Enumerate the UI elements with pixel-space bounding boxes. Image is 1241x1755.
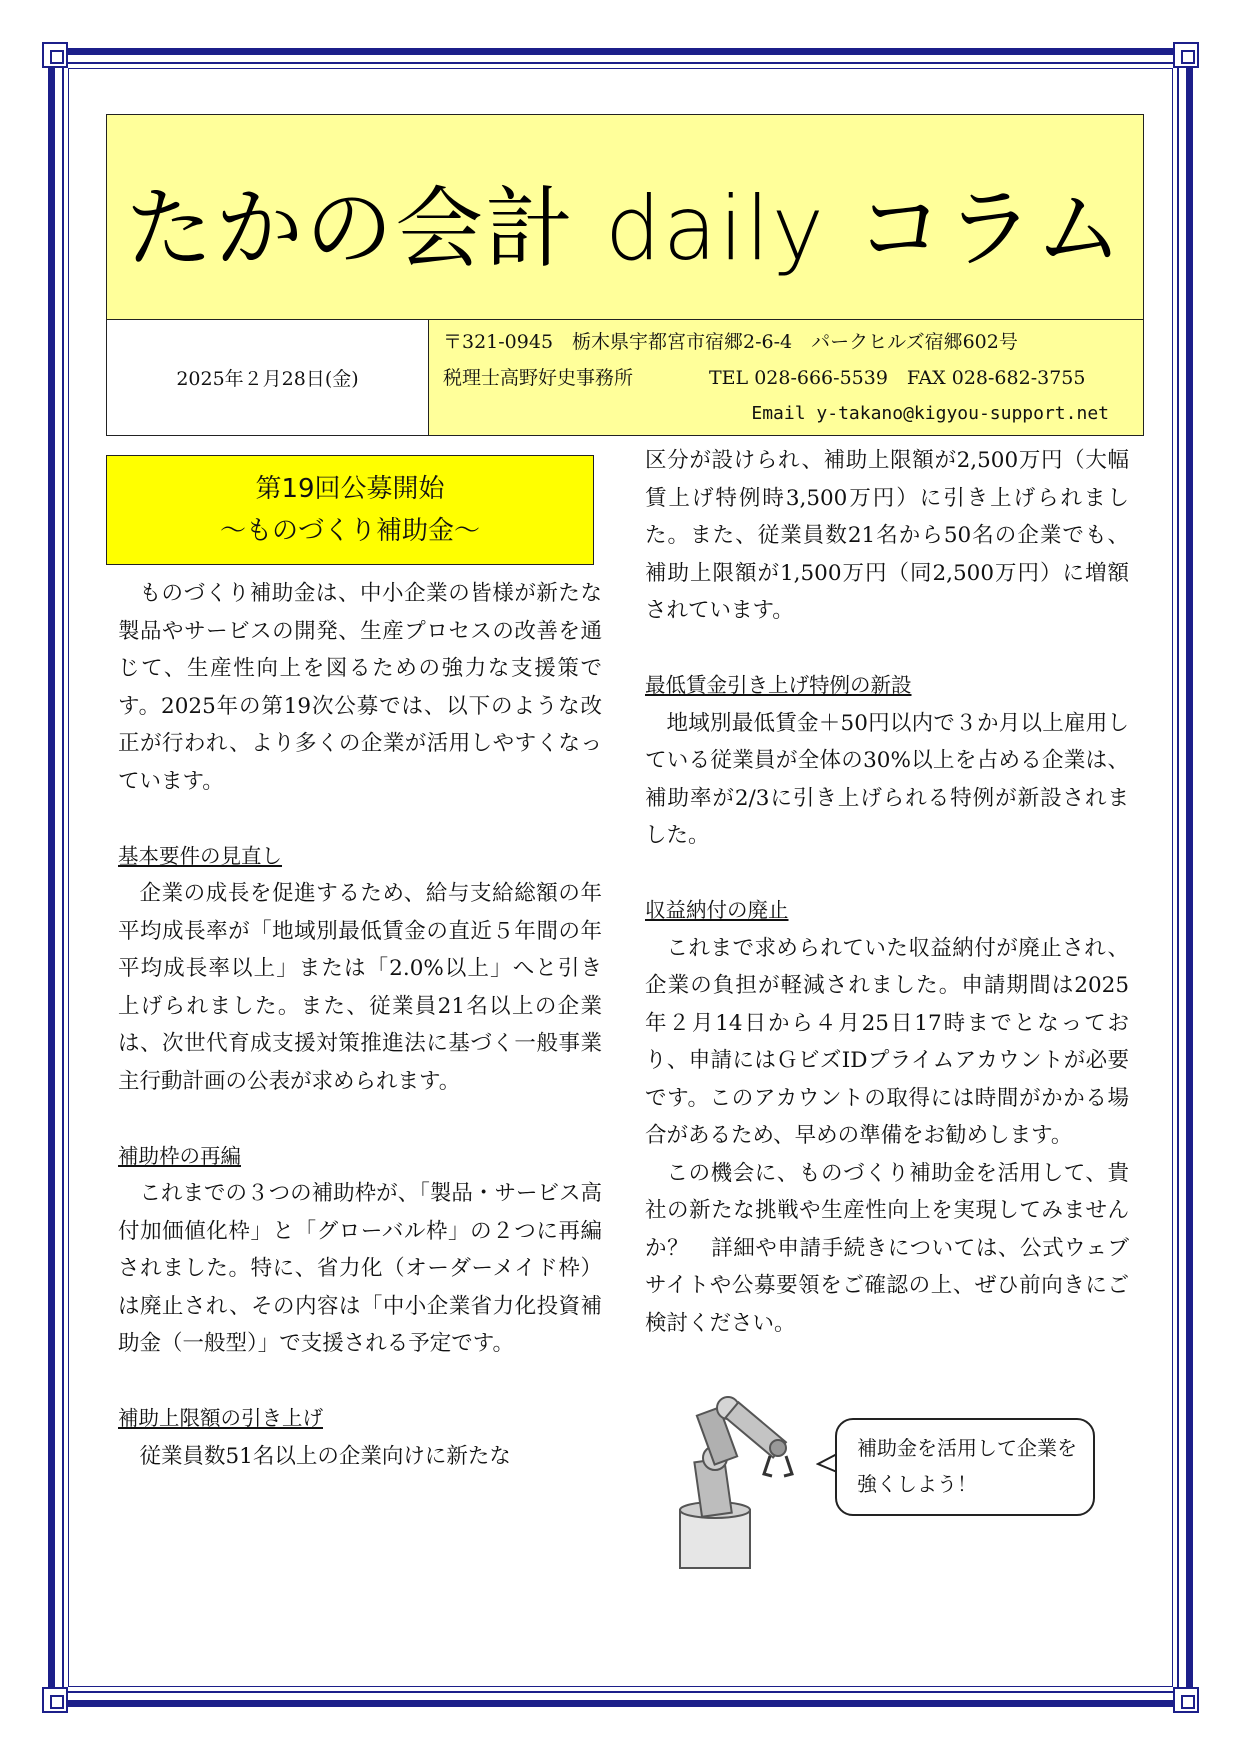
- frame-corner-ornament: [1173, 1687, 1199, 1713]
- headline-box: [106, 455, 594, 565]
- article-column-right: [645, 442, 1129, 1342]
- office-email: Email y-takano@kigyou-support.net: [751, 403, 1109, 424]
- section-body-revenue-payment: これまで求められていた収益納付が廃止され、企業の負担が軽減されました。申請期間は2025年２月14日から４月25日17時までとなっており、申請にはＧビズIDプライムアカウントが必要です。このアカウントの取得には時間がかかる場合があるため、早めの準備をお勧めします。: [645, 935, 1129, 1148]
- frame-corner-ornament: [42, 1687, 68, 1713]
- section-body-limit-increase-part1: 従業員数51名以上の企業向けに新たな: [139, 1443, 511, 1469]
- contact-info: [429, 320, 1143, 435]
- frame-corner-ornament: [42, 42, 68, 68]
- issue-date: 2025年２月28日(金): [107, 320, 429, 435]
- section-heading-limit-increase: 補助上限額の引き上げ: [118, 1406, 323, 1430]
- speech-bubble: 補助金を活用して企業を強くしよう！: [835, 1418, 1095, 1516]
- section-body-minimum-wage: 地域別最低賃金＋50円以内で３か月以上雇用している従業員が全体の30%以上を占める企業は、補助率が2/3に引き上げられる特例が新設されました。: [645, 710, 1129, 848]
- section-body-basic-requirements: 企業の成長を促進するため、給与支給総額の年平均成長率が「地域別最低賃金の直近５年間の年平均成長率以上」または「2.0%以上」へと引き上げられました。また、従業員21名以上の企業は、次世代育成支援対策推進法に基づく一般事業主行動計画の公表が求められます。: [118, 881, 602, 1094]
- office-address: 〒321-0945 栃木県宇都宮市宿郷2-6-4 パークヒルズ宿郷602号: [443, 331, 1018, 353]
- frame-corner-ornament: [1173, 42, 1199, 68]
- office-phone-fax: 税理士高野好史事務所 TEL 028-666-5539 FAX 028-682-3755: [443, 367, 1086, 389]
- section-body-limit-increase-part2: 区分が設けられ、補助上限額が2,500万円（大幅賃上げ特例時3,500万円）に引き上げられました。また、従業員数21名から50名の企業でも、補助上限額が1,500万円（同2,500万円）に増額されています。: [645, 448, 1129, 623]
- section-body-frame-reorganization: これまでの３つの補助枠が、「製品・サービス高付加価値化枠」と「グローバル枠」の２つに再編されました。特に、省力化（オーダーメイド枠）は廃止され、その内容は「中小企業省力化投資補助金（一般型）」で支援される予定です。: [118, 1181, 602, 1356]
- headline-line-1: 第19回公募開始: [255, 474, 445, 504]
- intro-paragraph: ものづくり補助金は、中小企業の皆様が新たな製品やサービスの開発、生産プロセスの改善を通じて、生産性向上を図るための強力な支援策です。2025年の第19次公募では、以下のような改正が行われ、より多くの企業が活用しやすくなっています。: [118, 581, 602, 794]
- section-heading-basic-requirements: 基本要件の見直し: [118, 843, 282, 868]
- article-column-left: [118, 575, 602, 1475]
- newsletter-title: たかの会計 daily コラム: [125, 177, 1125, 280]
- title-box: [107, 115, 1143, 320]
- headline-line-2: ～ものづくり補助金～: [219, 516, 480, 546]
- robot-arm-illustration: [660, 1390, 830, 1570]
- closing-paragraph: この機会に、ものづくり補助金を活用して、貴社の新たな挑戦や生産性向上を実現してみませんか？ 詳細や申請手続きについては、公式ウェブサイトや公募要領をご確認の上、ぜひ前向きにご検討ください。: [645, 1160, 1129, 1336]
- section-heading-revenue-payment: 収益納付の廃止: [645, 898, 789, 922]
- section-heading-minimum-wage: 最低賃金引き上げ特例の新設: [645, 673, 912, 697]
- masthead: [106, 114, 1144, 436]
- section-heading-frame-reorganization: 補助枠の再編: [118, 1143, 241, 1168]
